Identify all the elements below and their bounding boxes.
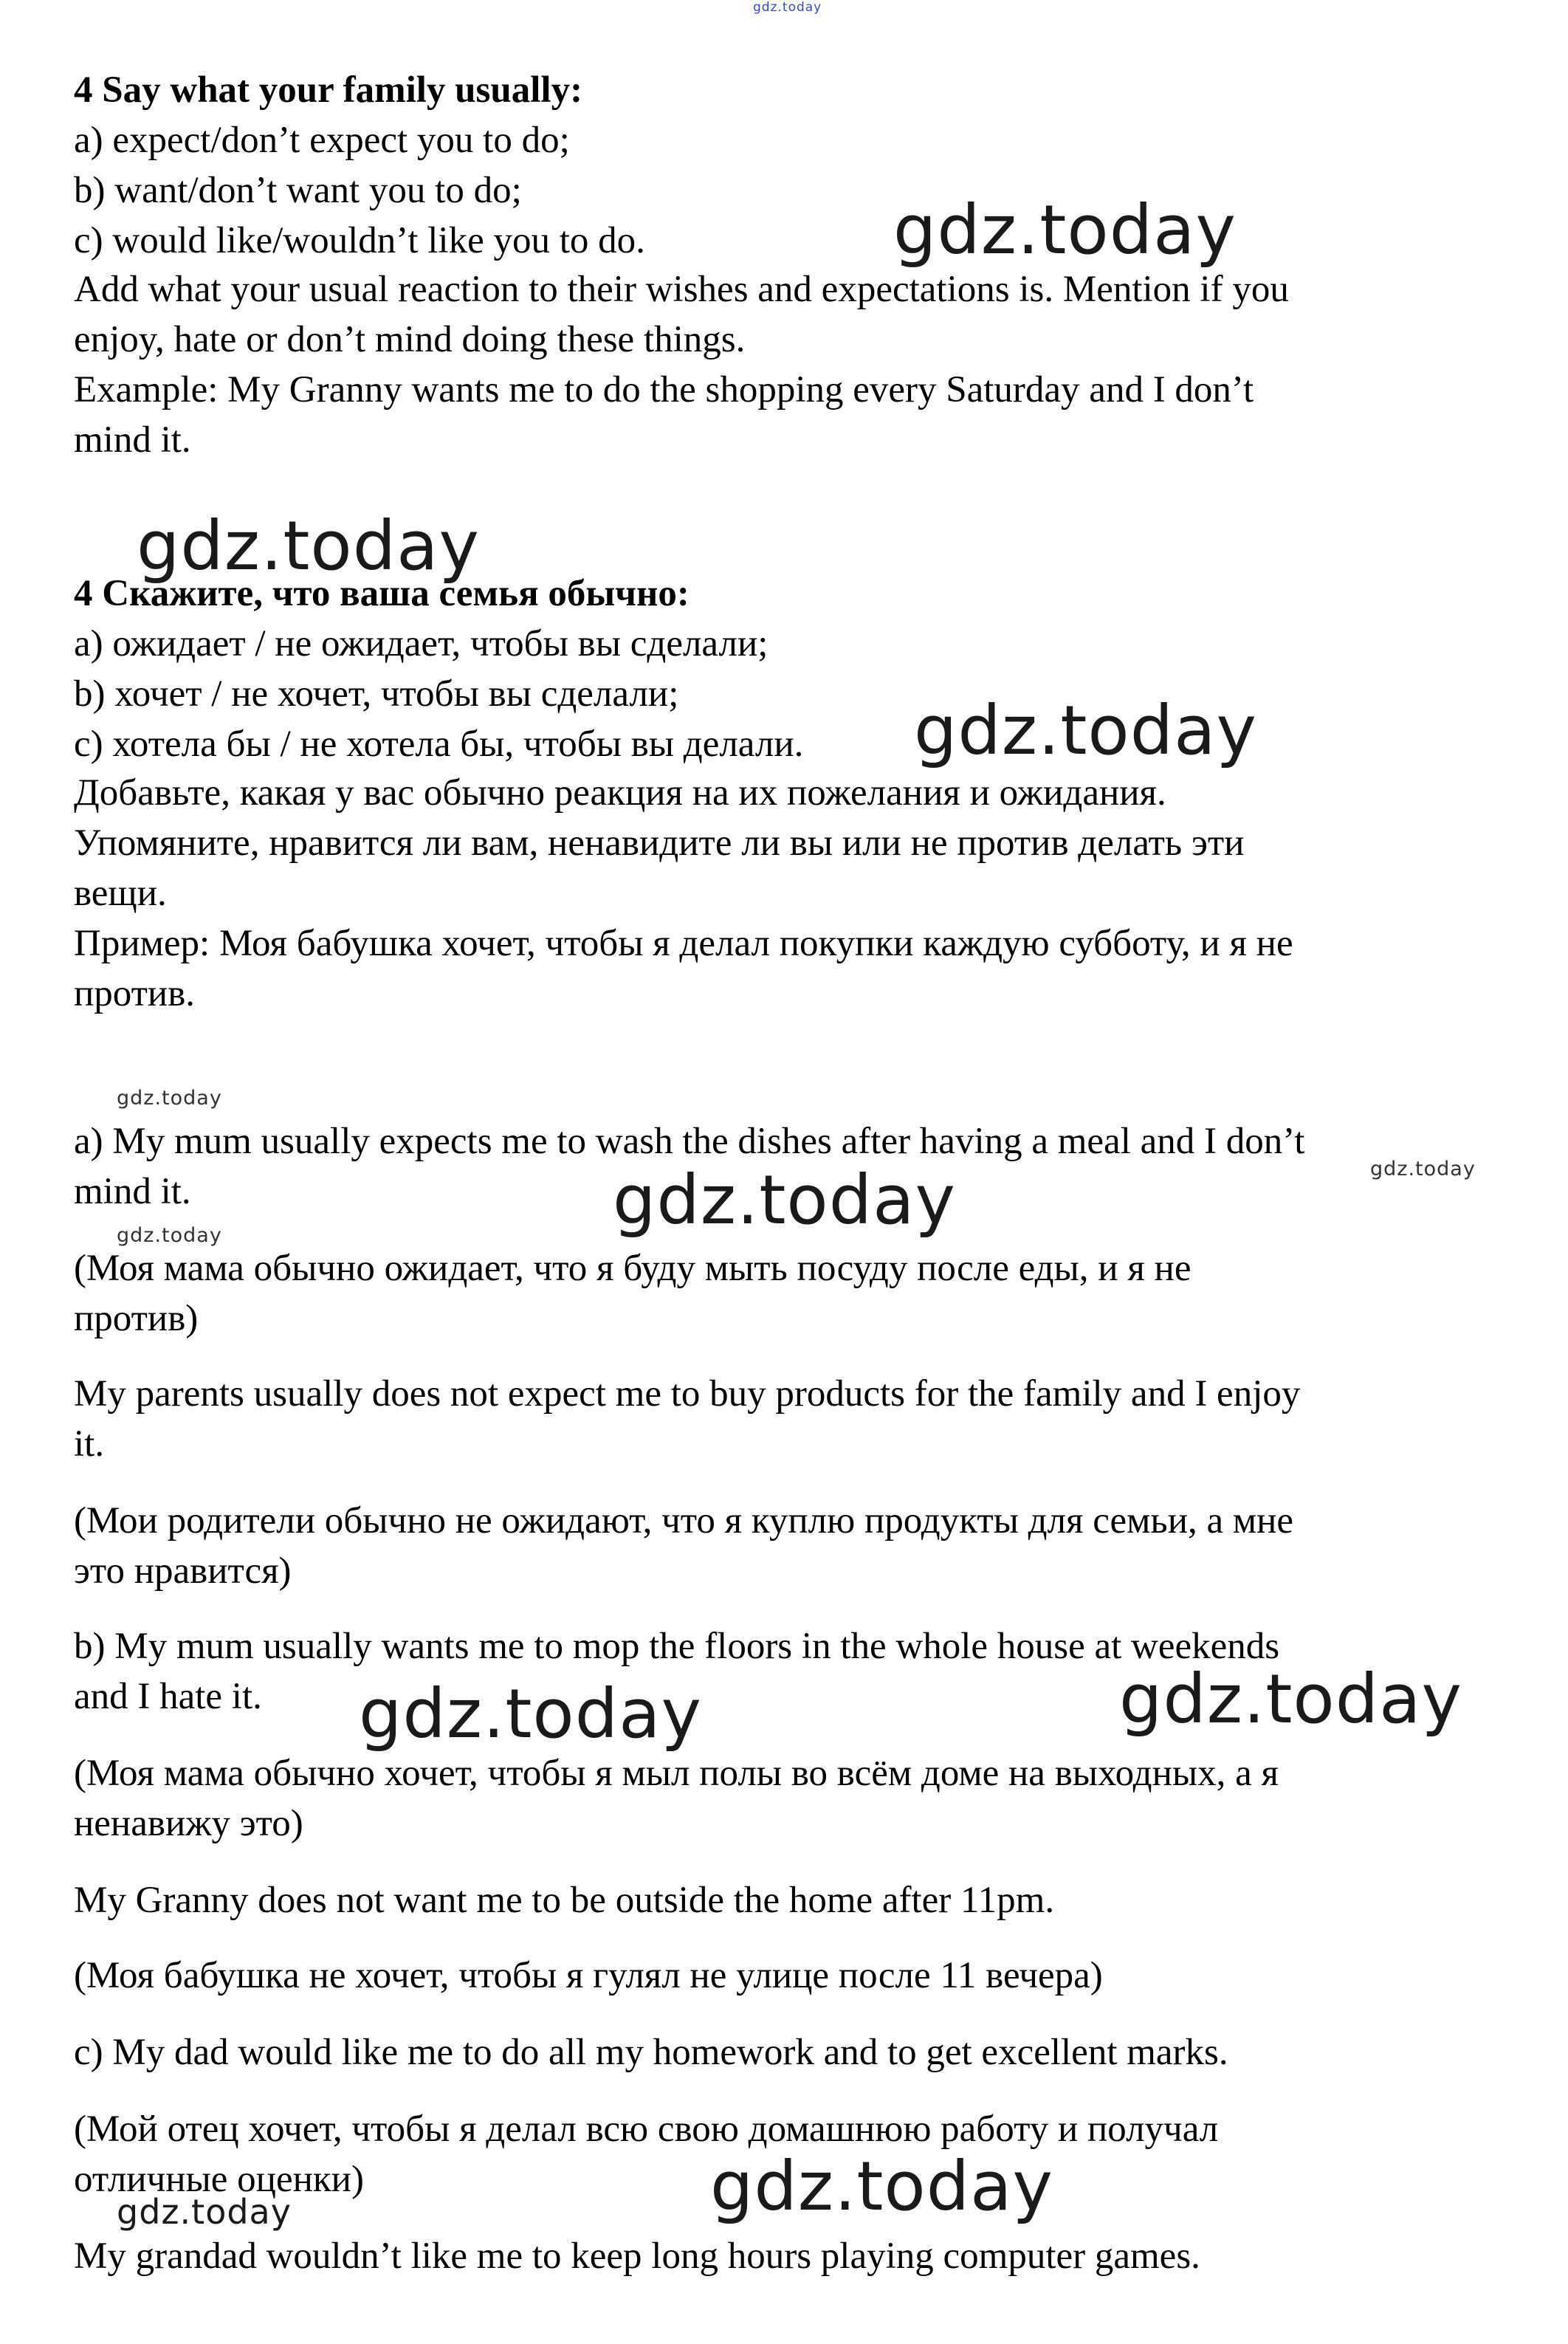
task-en-instruction-line-2: enjoy, hate or don’t mind doing these things. — [74, 319, 746, 360]
answer-a2-ru-line-1: (Мои родители обычно не ожидают, что я куплю продукты для семьи, а мне — [74, 1500, 1294, 1542]
task-ru-item-c: c) хотела бы / не хотела бы, чтобы вы делали. — [74, 724, 804, 765]
answer-b1-ru-line-1: (Моя мама обычно хочет, чтобы я мыл полы во всём доме на выходных, а я — [74, 1753, 1279, 1794]
watermark-1: gdz.today — [893, 190, 1237, 269]
answer-b2-ru: (Моя бабушка не хочет, чтобы я гулял не улице после 11 вечера) — [74, 1955, 1103, 1996]
task-ru-item-a: a) ожидает / не ожидает, чтобы вы сделали; — [74, 623, 768, 664]
answer-a2-en-line-2: it. — [74, 1423, 105, 1465]
answer-a2-ru-line-2: это нравится) — [74, 1550, 292, 1592]
task-ru-instruction-line-1: Добавьте, какая у вас обычно реакция на их пожелания и ожидания. — [74, 772, 1166, 814]
answer-a2-en-line-1: My parents usually does not expect me to buy products for the family and I enjoy — [74, 1373, 1301, 1415]
answer-c1-ru-line-2: отличные оценки) — [74, 2159, 364, 2200]
watermark-small-3: gdz.today — [117, 1224, 222, 1247]
answer-c1-en: c) My dad would like me to do all my homework and to get excellent marks. — [74, 2032, 1228, 2073]
answer-a1-ru-line-2: против) — [74, 1298, 199, 1339]
answer-b1-en-line-1: b) My mum usually wants me to mop the floors in the whole house at weekends — [74, 1626, 1280, 1667]
task-ru-example-line-2: против. — [74, 973, 196, 1014]
task-ru-item-b: b) хочет / не хочет, чтобы вы сделали; — [74, 673, 679, 715]
answer-b1-en-line-2: and I hate it. — [74, 1676, 262, 1717]
watermark-small-2: gdz.today — [1370, 1158, 1476, 1180]
watermark-mid-1: gdz.today — [117, 2192, 292, 2232]
task-ru-instruction-line-2: Упомяните, нравится ли вам, ненавидите ли вы или не против делать эти — [74, 822, 1245, 864]
watermark-small-1: gdz.today — [117, 1087, 222, 1110]
answer-a1-en-line-1: a) My mum usually expects me to wash the dishes after having a meal and I don’t — [74, 1121, 1305, 1162]
watermark-2: gdz.today — [137, 506, 480, 585]
task-en-example-line-2: mind it. — [74, 419, 191, 461]
answer-b2-en: My Granny does not want me to be outside the home after 11pm. — [74, 1880, 1055, 1921]
task-en-item-c: c) would like/wouldn’t like you to do. — [74, 220, 645, 261]
answer-c1-ru-line-1: (Мой отец хочет, чтобы я делал всю свою домашнюю работу и получал — [74, 2108, 1219, 2150]
answer-b1-ru-line-2: ненавижу это) — [74, 1803, 303, 1844]
watermark-6: gdz.today — [1119, 1660, 1462, 1739]
watermark-7: gdz.today — [710, 2147, 1053, 2226]
watermark-5: gdz.today — [359, 1674, 702, 1753]
task-en-item-a: a) expect/don’t expect you to do; — [74, 120, 570, 161]
answer-a1-en-line-2: mind it. — [74, 1171, 191, 1212]
task-en-instruction-line-1: Add what your usual reaction to their wishes and expectations is. Mention if you — [74, 269, 1289, 310]
watermark-3: gdz.today — [914, 691, 1257, 770]
task-en-example-line-1: Example: My Granny wants me to do the shopping every Saturday and I don’t — [74, 369, 1254, 410]
task-ru-instruction-line-3: вещи. — [74, 873, 167, 914]
watermark-4: gdz.today — [613, 1161, 956, 1240]
task-heading-ru: 4 Скажите, что ваша семья обычно: — [74, 573, 690, 614]
answer-c2-en: My grandad wouldn’t like me to keep long hours playing computer games. — [74, 2235, 1200, 2277]
answer-a1-ru-line-1: (Моя мама обычно ожидает, что я буду мыть посуду после еды, и я не — [74, 1248, 1192, 1289]
task-heading-en: 4 Say what your family usually: — [74, 69, 583, 111]
task-ru-example-line-1: Пример: Моя бабушка хочет, чтобы я делал покупки каждую субботу, и я не — [74, 923, 1293, 964]
watermark-top: gdz.today — [753, 0, 822, 15]
task-en-item-b: b) want/don’t want you to do; — [74, 170, 522, 211]
